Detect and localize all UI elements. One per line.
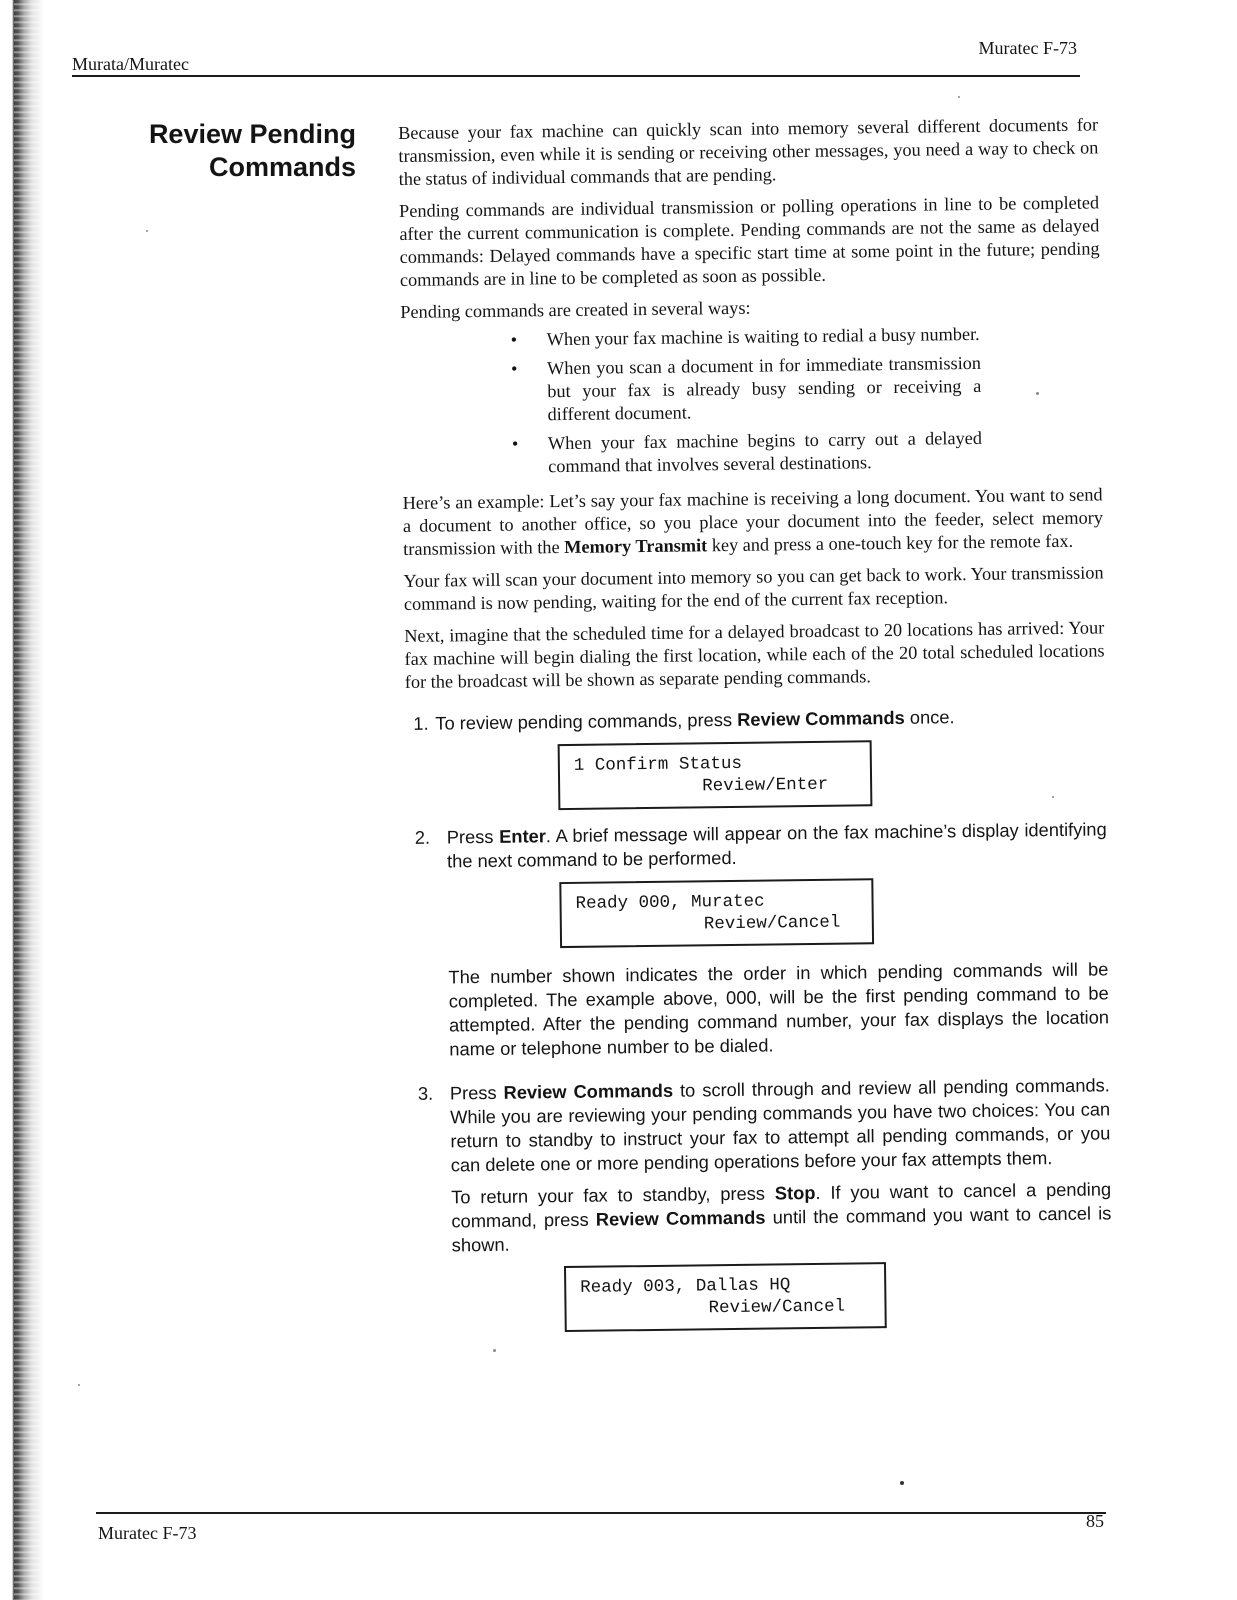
display-ready-003 — [564, 1262, 887, 1332]
bullet-icon: • — [510, 358, 518, 379]
page-number: 85 — [1086, 1511, 1104, 1531]
step-2: 2. Press Enter. A brief message will appear on the fax machine’s display identifying the next command to be performed. — [414, 818, 1107, 872]
paragraph-ways: Pending commands are created in several ways: — [400, 297, 751, 322]
review-commands-key-name: Review Commands — [503, 1079, 674, 1103]
header-left: Murata/Muratec — [72, 54, 189, 74]
list-item: • When your fax machine is waiting to redial a busy number. — [510, 323, 980, 350]
footer-rule — [96, 1512, 1106, 1514]
section-title-line-1: Review Pending — [148, 119, 356, 149]
bullet-icon: • — [510, 329, 518, 350]
step-3: 3. Press Review Commands to scroll through and review all pending commands. While you are reviewing your pending commands you have two choices: You can return to standby to instruct your fax to attempt all pending commands, or you can delete one or more pending operations before your fax attempts them. — [417, 1074, 1111, 1176]
memory-transmit-key-name: Memory Transmit — [564, 535, 708, 558]
section-title — [120, 118, 356, 184]
display-ready-000 — [559, 878, 874, 948]
steps — [405, 703, 1113, 1334]
intro-text — [398, 113, 1105, 694]
footer-left: Muratec F-73 — [98, 1523, 197, 1543]
display-line-1: 1 Confirm Status — [573, 753, 743, 776]
display-line-1: Ready 000, Muratec — [575, 891, 765, 914]
display-line-2: Review/Cancel — [708, 1296, 846, 1319]
step-2-note: The number shown indicates the order in which pending commands will be completed. The example above, 000, will be the first pending command to be attempted. After the pending command number, your fax displays the location name or telephone number to be dialed. — [448, 958, 1110, 1060]
header-right: Muratec F-73 — [978, 38, 1077, 58]
step-3-standby-note: To return your fax to standby, press Stop. If you want to cancel a pending command, press Review Commands until the command you want to cancel is shown. — [451, 1178, 1112, 1256]
review-commands-key-name: Review Commands — [736, 706, 905, 730]
display-line-1: Ready 003, Dallas HQ — [580, 1275, 791, 1298]
body-column — [398, 113, 1113, 1333]
ways-list — [511, 323, 983, 479]
display-line-2: Review/Enter — [702, 774, 829, 797]
paragraph-intro: Because your fax machine can quickly scan into memory several different documents for transmission, even while it is sending or receiving other messages, you need a way to check on the status of individual commands that are pending. — [398, 114, 1099, 189]
paragraph-scan: Your fax will scan your document into memory so you can get back to work. Your transmission command is now pending, waiting for the end of the current fax reception. — [403, 562, 1104, 614]
enter-key-name: Enter — [498, 825, 546, 847]
paragraph-definition: Pending commands are individual transmission or polling operations in line to be completed after the current communication is complete. Pending commands are not the same as delayed commands: Delayed commands have a specific start time at some point in the future; pending commands are in line to be completed as soon as possible. — [398, 192, 1100, 290]
header-rule — [72, 75, 1080, 77]
step-1: 1. To review pending commands, press Review Commands once. — [413, 706, 955, 734]
list-item: • When you scan a document in for immediate transmission but your fax is already busy sending or receiving a different document. — [510, 352, 982, 425]
paragraph-example: Here’s an example: Let’s say your fax machine is receiving a long document. You want to send a document to another office, so you place your document into the feeder, select memory transmission with the Memory Transmit key and press a one-touch key for the remote fax. — [402, 484, 1104, 559]
paragraph-broadcast: Next, imagine that the scheduled time for a delayed broadcast to 20 locations has arrived: Your fax machine will begin dialing the first location, while each of the 20 total scheduled locations for the broadcast will be shown as separate pending commands. — [404, 617, 1105, 692]
review-commands-key-name: Review Commands — [595, 1206, 766, 1230]
scan-binding-speckle — [14, 0, 40, 1600]
stop-key-name: Stop — [774, 1181, 816, 1204]
bullet-icon: • — [511, 433, 519, 454]
display-confirm-status — [558, 740, 873, 810]
display-line-2: Review/Cancel — [703, 912, 841, 935]
section-title-line-2: Commands — [208, 152, 356, 182]
list-item: • When your fax machine begins to carry out a delayed command that involves several destinations. — [511, 427, 983, 477]
